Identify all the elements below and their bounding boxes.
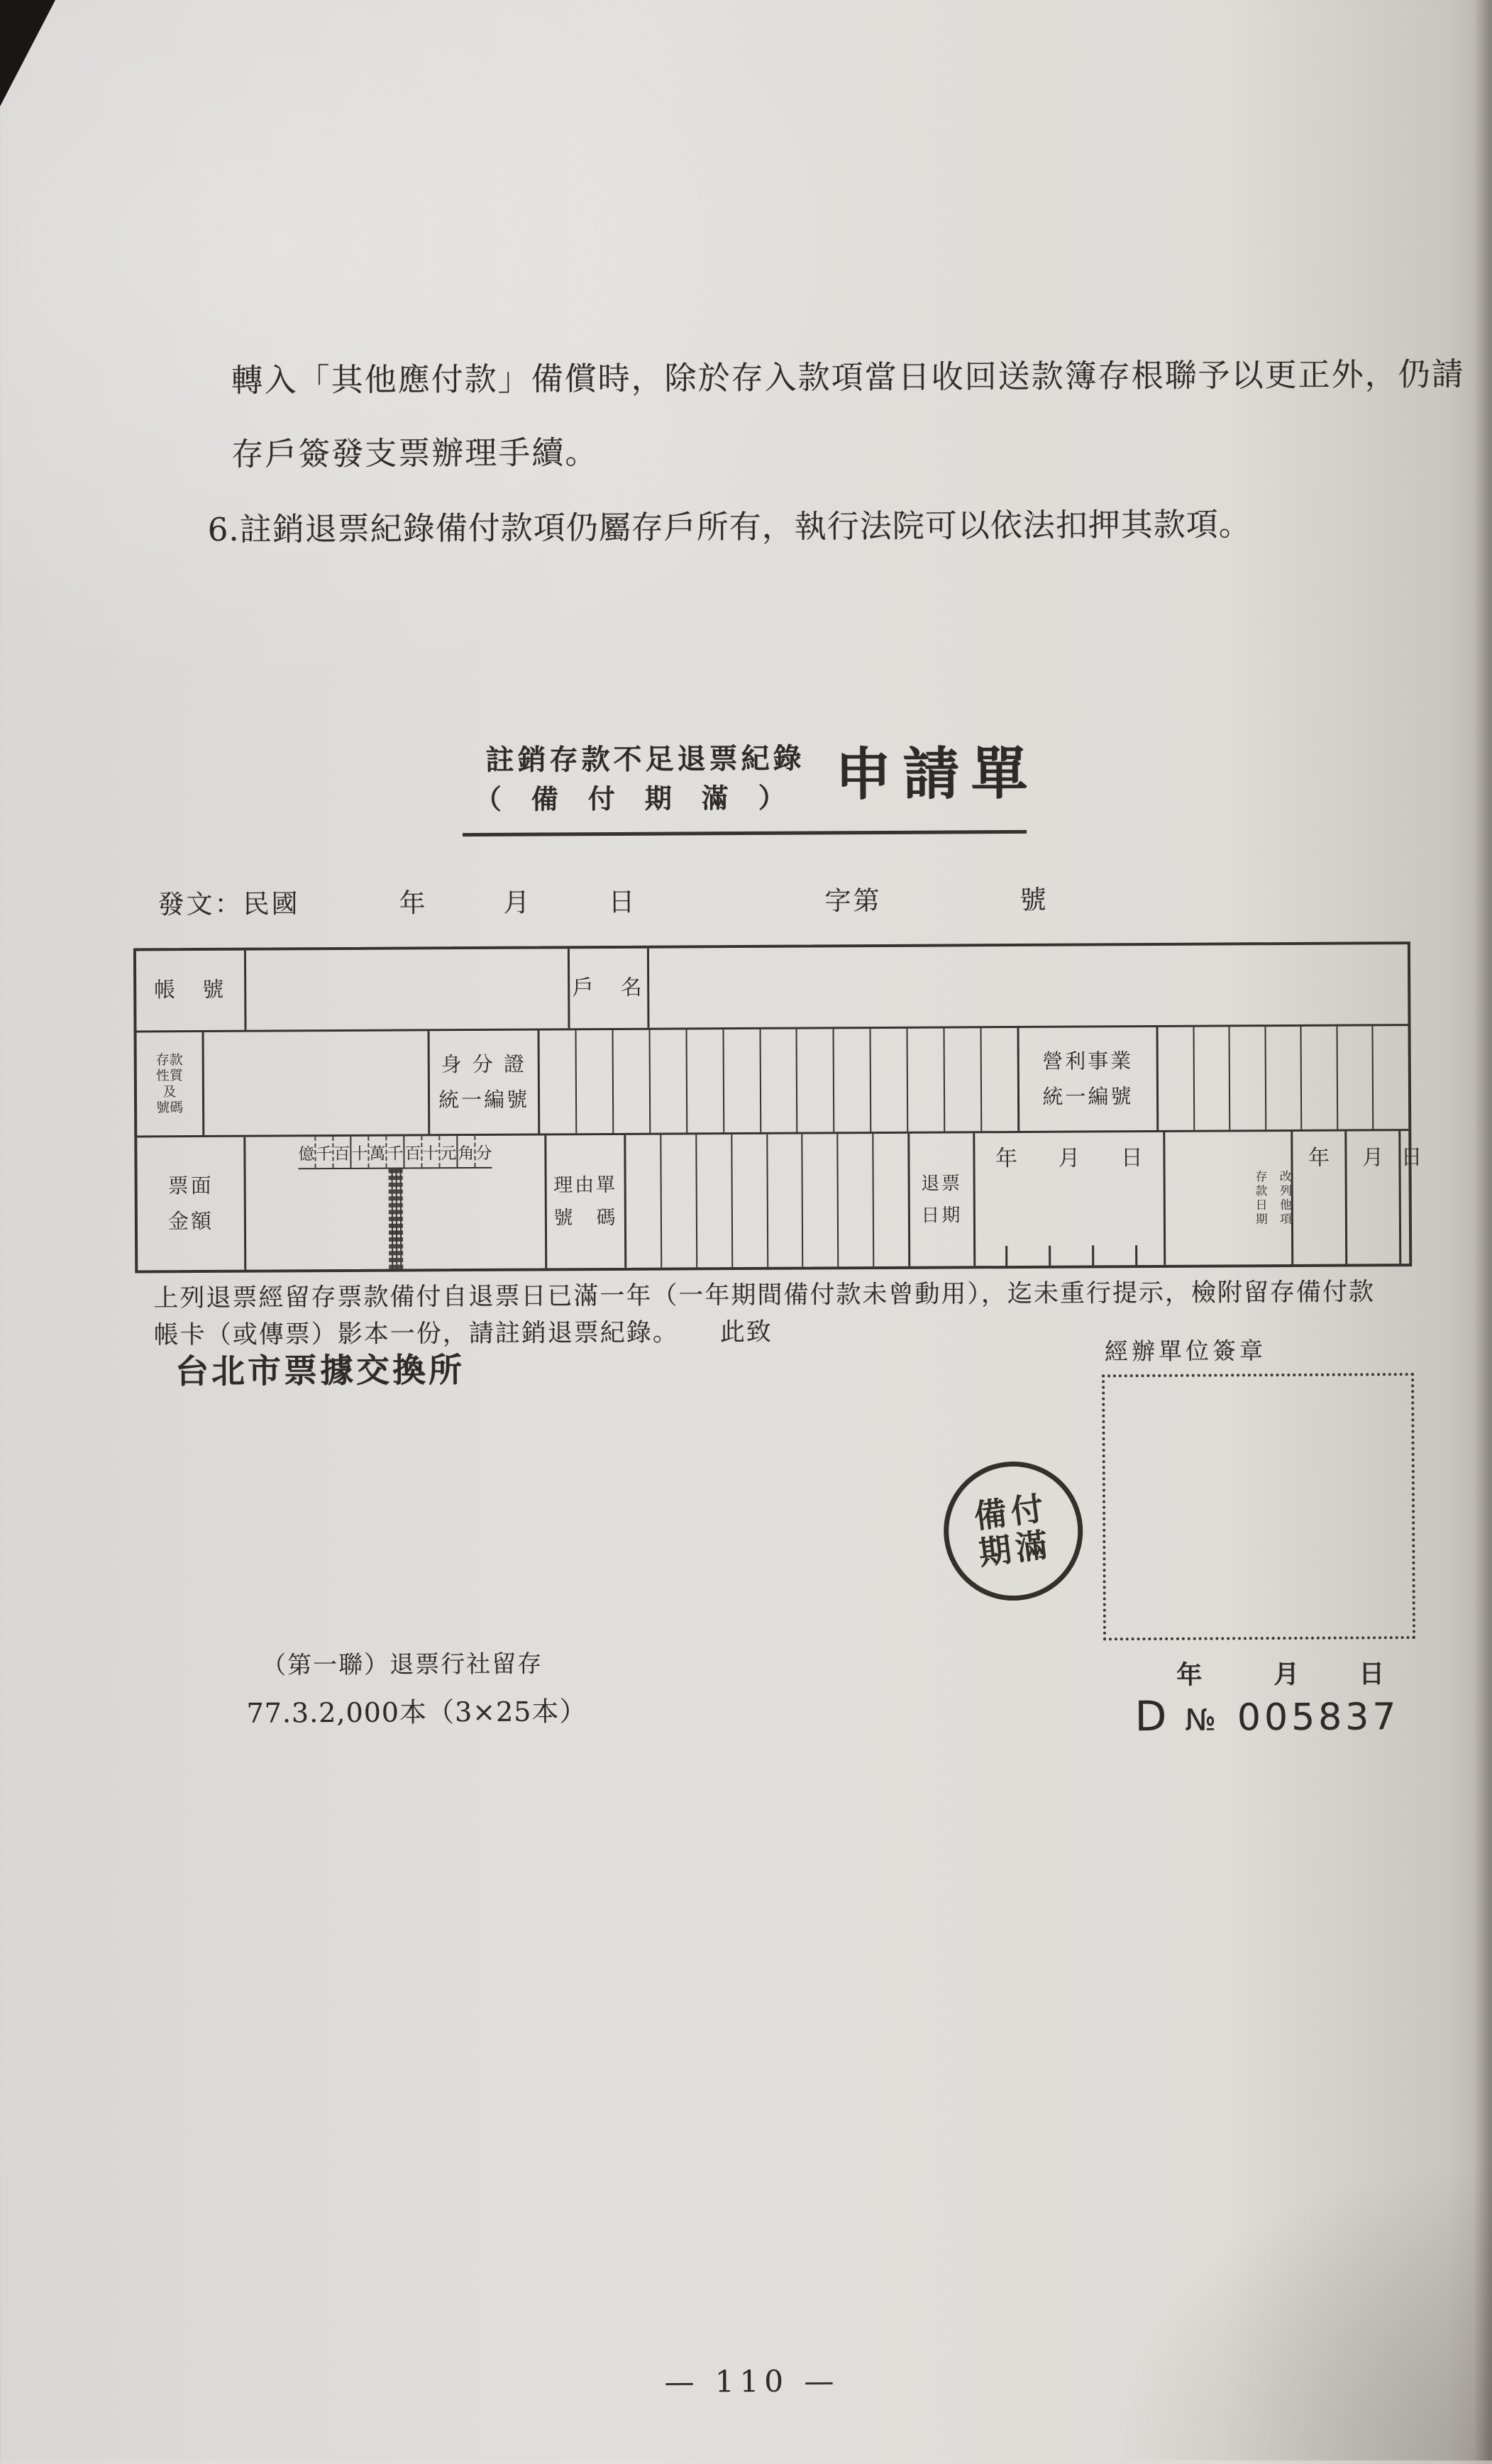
table-row-account — [136, 944, 1408, 1030]
bounce-date-label-line1: 退票 — [921, 1173, 963, 1195]
account-number-label: 帳 號 — [154, 977, 227, 1003]
issue-doc-number-suffix: 號 — [1019, 884, 1049, 915]
issue-day-label: 日 — [608, 886, 637, 918]
reason-slip-label-cell — [544, 1135, 624, 1269]
recipient-name: 台北市票據交換所 — [175, 1351, 465, 1392]
face-amount-label-line1: 票面 — [167, 1173, 214, 1198]
id-number-boxes — [538, 1028, 1018, 1134]
deposit-type-field — [202, 1031, 429, 1135]
sign-date-day-label: 日 — [1359, 1659, 1385, 1689]
form-title-main: 申請單 — [834, 739, 1039, 808]
reason-slip-label-line1: 理由單 — [553, 1173, 618, 1197]
issue-year-label: 年 — [399, 888, 428, 919]
digit-unit: 百 — [332, 1137, 350, 1168]
serial-number-line — [1134, 1691, 1399, 1740]
date-tick — [1135, 1245, 1137, 1265]
amount-digit-headers — [298, 1136, 492, 1169]
closing-statement-line1: 上列退票經留存票款備付自退票日已滿一年（一年期間備付款未曾動用），迄未重行提示，檢附留存備付款 — [153, 1278, 1376, 1313]
account-number-label-cell — [136, 951, 245, 1031]
bounce-date-label-line2: 日期 — [921, 1204, 963, 1227]
id-digit-box — [907, 1029, 944, 1132]
face-amount-label-line2: 金額 — [167, 1208, 214, 1233]
transfer-month-label: 月 — [1362, 1145, 1384, 1171]
form-title-small-line1: 註銷存款不足退票紀錄 — [485, 741, 805, 777]
id-digit-box — [796, 1029, 834, 1132]
deposit-type-label-cell — [137, 1032, 203, 1135]
page-edge-shadow — [1474, 0, 1492, 2460]
id-number-label-line2: 統一編號 — [438, 1087, 530, 1112]
reason-digit-box — [802, 1134, 838, 1266]
reason-digit-box — [626, 1135, 661, 1268]
business-digit-box — [1229, 1027, 1265, 1129]
sign-date-month-label: 月 — [1273, 1659, 1300, 1690]
id-digit-box — [944, 1028, 981, 1131]
bounce-date-label-cell — [907, 1133, 973, 1266]
deposit-type-line4: 號碼 — [156, 1100, 184, 1116]
form-title-small-line2: （ 備 付 期 滿 ） — [474, 781, 787, 815]
reason-digit-box — [731, 1134, 767, 1267]
business-number-label-cell — [1017, 1027, 1157, 1131]
digit-unit: 千 — [385, 1137, 403, 1168]
photo-corner-shadow — [0, 0, 55, 106]
intro-paragraph-line2: 存戶簽發支票辦理手續。 — [231, 433, 599, 473]
business-digit-box — [1193, 1027, 1229, 1129]
digit-unit: 十 — [350, 1137, 368, 1168]
deposit-type-line3: 及 — [162, 1083, 177, 1100]
holder-name-label: 戶 名 — [572, 975, 645, 1001]
application-table — [133, 941, 1422, 1273]
issue-doc-number-prefix: 字第 — [824, 885, 882, 917]
stamp-line1: 備付 — [971, 1488, 1050, 1537]
digit-unit: 億 — [298, 1144, 315, 1164]
issue-month-label: 月 — [503, 887, 532, 918]
holder-name-field — [647, 944, 1408, 1028]
date-tick — [1092, 1245, 1094, 1265]
bounce-year-label: 年 — [995, 1145, 1018, 1172]
amount-digit-column — [401, 1169, 403, 1269]
reason-digit-box — [837, 1134, 873, 1266]
bounce-date-field — [973, 1132, 1164, 1266]
reason-slip-label-line2: 號 碼 — [553, 1206, 618, 1229]
issue-date-prefix: 發文：民國 — [158, 888, 300, 920]
transfer-month-cell — [1344, 1131, 1399, 1264]
title-underline — [463, 830, 1027, 836]
stamp-line2: 期滿 — [976, 1525, 1055, 1573]
digit-unit: 十 — [421, 1136, 438, 1167]
digit-unit: 百 — [403, 1136, 421, 1167]
face-amount-label-cell — [137, 1137, 244, 1271]
digit-unit: 萬 — [368, 1137, 385, 1168]
reason-slip-number-boxes — [624, 1134, 908, 1268]
amount-digit-columns — [388, 1169, 403, 1269]
list-item-6: 6.註銷退票紀錄備付款項仍屬存戶所有，執行法院可以依法扣押其款項。 — [207, 505, 1251, 548]
amount-digit-block — [243, 1135, 545, 1269]
id-digit-box — [648, 1029, 686, 1132]
business-digit-box — [1158, 1027, 1193, 1130]
deposit-type-line1: 存款 — [155, 1051, 183, 1068]
id-number-label-cell — [428, 1031, 538, 1134]
signature-area-label: 經辦單位簽章 — [1104, 1337, 1267, 1366]
id-digit-box — [833, 1029, 871, 1132]
print-run-note: 77.3.2,000本（3×25本） — [246, 1696, 587, 1729]
date-tick — [1006, 1246, 1008, 1266]
signature-stamp-box — [1102, 1373, 1415, 1640]
reason-digit-box — [872, 1134, 908, 1266]
reserve-expired-round-stamp — [936, 1453, 1091, 1608]
id-digit-box — [722, 1029, 760, 1132]
reason-digit-box — [766, 1134, 802, 1267]
closing-cc: 此致 — [719, 1317, 773, 1347]
table-row-amount-dates — [137, 1129, 1422, 1270]
digit-unit: 角 — [456, 1136, 474, 1167]
bounce-day-label: 日 — [1120, 1145, 1143, 1171]
transfer-year-cell — [1291, 1132, 1345, 1264]
sign-date-year-label: 年 — [1176, 1659, 1203, 1690]
id-digit-box — [759, 1029, 797, 1132]
business-digit-box — [1264, 1027, 1300, 1129]
intro-paragraph-line1: 轉入「其他應付款」備償時，除於存入款項當日收回送款簿存根聯予以更正外，仍請 — [231, 355, 1465, 399]
id-digit-box — [980, 1028, 1018, 1131]
id-digit-box — [575, 1030, 612, 1133]
business-number-label-line1: 營利事業 — [1042, 1049, 1134, 1074]
transfer-date-label-cell — [1163, 1132, 1291, 1265]
transfer-day-cell — [1398, 1131, 1422, 1264]
id-digit-box — [612, 1030, 649, 1133]
numero-sign: № — [1185, 1702, 1217, 1737]
account-number-field — [244, 949, 568, 1029]
holder-name-label-cell — [568, 949, 648, 1029]
id-digit-box — [685, 1029, 723, 1132]
table-row-identification — [137, 1024, 1409, 1135]
business-digit-box — [1336, 1026, 1372, 1129]
copy-designation-note: （第一聯）退票行社留存 — [262, 1650, 543, 1680]
date-tick — [1049, 1246, 1051, 1266]
digit-unit: 元 — [438, 1136, 456, 1167]
id-digit-box — [540, 1030, 576, 1133]
deposit-type-line2: 性質 — [155, 1068, 183, 1084]
transfer-date-label-col1: 改列他項 — [1276, 1169, 1292, 1227]
digit-unit: 分 — [474, 1136, 492, 1167]
business-number-label-line2: 統一編號 — [1042, 1083, 1134, 1109]
business-number-boxes — [1156, 1026, 1409, 1130]
reason-digit-box — [660, 1134, 696, 1267]
business-digit-box — [1372, 1026, 1408, 1129]
page-number: — 110 — — [664, 2363, 840, 2399]
transfer-year-label: 年 — [1308, 1145, 1330, 1171]
closing-line2-text: 帳卡（或傳票）影本一份，請註銷退票紀錄。 — [153, 1318, 679, 1350]
bounce-month-label: 月 — [1058, 1145, 1081, 1171]
id-digit-box — [870, 1029, 907, 1132]
serial-number: 005837 — [1237, 1696, 1400, 1740]
reason-digit-box — [695, 1134, 731, 1267]
id-number-label-line1: 身 分 證 — [441, 1051, 527, 1077]
serial-prefix: D — [1134, 1691, 1167, 1741]
business-digit-box — [1300, 1027, 1337, 1129]
transfer-date-label-col2: 存款日期 — [1252, 1169, 1267, 1227]
transfer-day-label: 日 — [1400, 1145, 1422, 1171]
digit-unit: 千 — [314, 1137, 332, 1168]
